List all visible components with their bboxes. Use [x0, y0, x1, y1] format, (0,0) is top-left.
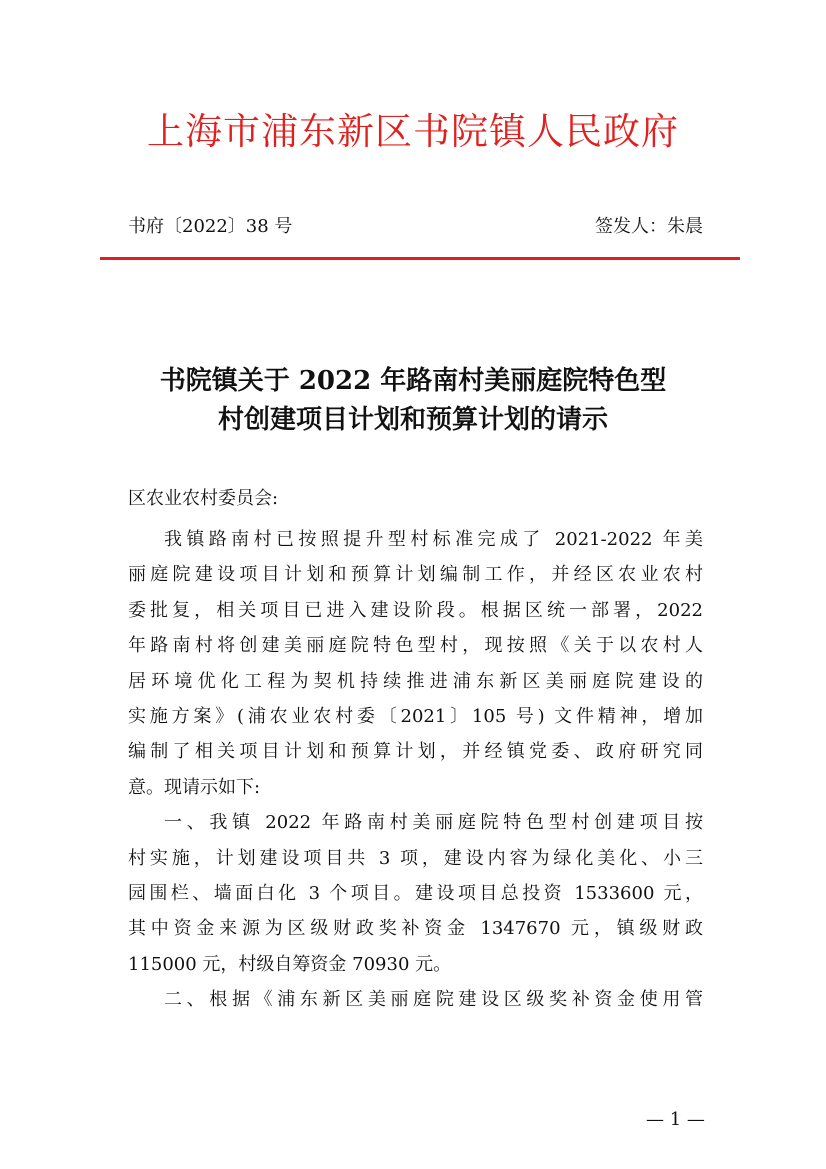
issuing-authority-title: 上海市浦东新区书院镇人民政府 — [147, 110, 679, 153]
body-line: 意。现请示如下: — [128, 776, 261, 798]
body-line: 其中资金来源为区级财政奖补资金 1347670 元，镇级财政 — [128, 918, 703, 940]
salutation: 区农业农村委员会: — [128, 488, 279, 509]
body-line: 村实施，计划建设项目共 3 项，建设内容为绿化美化、小三 — [128, 847, 703, 869]
page-number: — 1 — — [646, 1109, 705, 1130]
body-line: 115000 元，村级自筹资金 70930 元。 — [128, 953, 452, 975]
document-title-line-1: 书院镇关于 2022 年路南村美丽庭院特色型 — [159, 366, 667, 396]
document-number: 书府〔2022〕38 号 — [128, 216, 293, 237]
red-divider-line — [100, 257, 740, 260]
document-meta-row — [128, 212, 703, 242]
body-line: 居环境优化工程为契机持续推进浦东新区美丽庭院建设的 — [128, 670, 703, 692]
body-line: 二、根据《浦东新区美丽庭院建设区级奖补资金使用管 — [164, 989, 703, 1011]
body-line: 年路南村将创建美丽庭院特色型村，现按照《关于以农村人 — [128, 635, 703, 657]
body-line: 丽庭院建设项目计划和预算计划编制工作，并经区农业农村 — [128, 564, 703, 586]
body-line: 编制了相关项目计划和预算计划，并经镇党委、政府研究同 — [128, 741, 703, 763]
document-body — [128, 522, 703, 1017]
body-line: 园围栏、墙面白化 3 个项目。建设项目总投资 1533600 元， — [128, 882, 703, 904]
document-title-line-2: 村创建项目计划和预算计划的请示 — [217, 405, 608, 435]
document-title — [90, 362, 736, 440]
body-line: 我镇路南村已按照提升型村标准完成了 2021-2022 年美 — [164, 529, 703, 550]
body-line: 委批复，相关项目已进入建设阶段。根据区统一部署，2022 — [128, 599, 703, 621]
body-line: 一、我镇 2022 年路南村美丽庭院特色型村创建项目按 — [164, 812, 703, 834]
body-line: 实施方案》(浦农业农村委〔2021〕105 号) 文件精神，增加 — [128, 705, 703, 727]
signer: 签发人：朱晨 — [595, 216, 703, 237]
